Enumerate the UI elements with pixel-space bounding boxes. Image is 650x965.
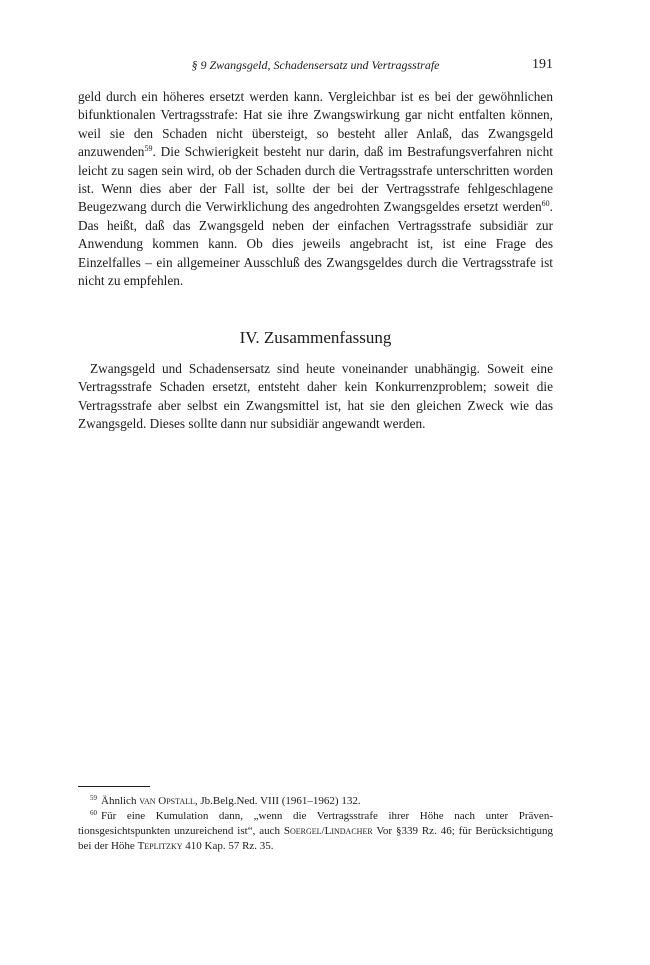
footnote-divider bbox=[78, 786, 150, 787]
body-paragraph bbox=[78, 88, 553, 290]
footnote-author: Teplitzky bbox=[137, 840, 183, 852]
footnote-author: van Opstall bbox=[139, 795, 195, 807]
footnote bbox=[78, 794, 553, 809]
footnote-text: 410 Kap. 57 Rz. 35. bbox=[182, 840, 274, 852]
footnote-reference: 59 bbox=[144, 144, 153, 154]
body-paragraph: Zwangsgeld und Schadensersatz sind heute voneinander unabhängig. Soweit eine Vertragsstrafe Schaden ersetzt, entsteht daher kein Konkurrenzproblem; soweit die Vertragsstrafe aber selbst ein Zwangsmittel ist, hat sie den gleichen Zweck wie das Zwangsgeld. Dieses sollte dann nur subsidiär angewandt werden. bbox=[78, 361, 553, 432]
section-heading: IV. Zusammenfassung bbox=[239, 328, 392, 347]
footnote-reference: 60 bbox=[541, 199, 550, 209]
paragraph-text: . Die Schwierigkeit besteht nur darin, daß im Bestrafungsverfahren nicht leicht zu sagen sein wird, ob der Schaden durch die Vertragsstrafe unterschritten worden ist. Wenn dies aber der Fall ist, sollte der bei der Vertragsstrafe fehlgeschlagene Beugezwang durch die Verwirklichung des angedrohten Zwangsgeldes ersetzt werden bbox=[78, 144, 553, 215]
footnote-author: Soergel/Lindacher bbox=[283, 825, 373, 837]
footnote-text: Ähnlich bbox=[101, 795, 140, 807]
footnote-text: Für eine Kumulation dann, „wenn die Vertragsstrafe ihrer Höhe nach unter Präventionsgesichtspunkten unzureichend ist“, auch bbox=[78, 810, 553, 837]
footnote-mark: 60 bbox=[90, 809, 97, 817]
footnote-text: , Jb.Belg.Ned. VIII (1961–1962) 132. bbox=[194, 795, 361, 807]
running-title: § 9 Zwangsgeld, Schadensersatz und Vertragsstrafe bbox=[191, 58, 440, 72]
footnotes bbox=[78, 794, 553, 854]
footnote bbox=[78, 809, 553, 854]
paragraph-text: geld durch ein höheres ersetzt werden kann. Vergleichbar ist es bei der gewöhnlichen bifunktionalen Vertragsstrafe: Hat sie ihre Zwangswirkung gar nicht entfalten können, weil sie den Schaden nicht übersteigt, so besteht aller Anlaß, das Zwangsgeld anzuwenden bbox=[78, 89, 553, 160]
footnote-mark: 59 bbox=[90, 794, 97, 802]
page-number: 191 bbox=[532, 57, 553, 72]
paragraph-text: . Das heißt, daß das Zwangsgeld neben der einfachen Vertragsstrafe subsidiär zur Anwendung kommen kann. Ob dies jeweils angebracht ist, ist eine Frage des Einzelfalles – ein allgemeiner Ausschluß des Zwangsgeldes durch die Vertragsstrafe ist nicht zu empfehlen. bbox=[78, 199, 553, 289]
running-head bbox=[78, 56, 553, 76]
footnote-text: Vor §339 Rz. 46; für Berücksichtigung bei der Höhe bbox=[78, 825, 553, 852]
